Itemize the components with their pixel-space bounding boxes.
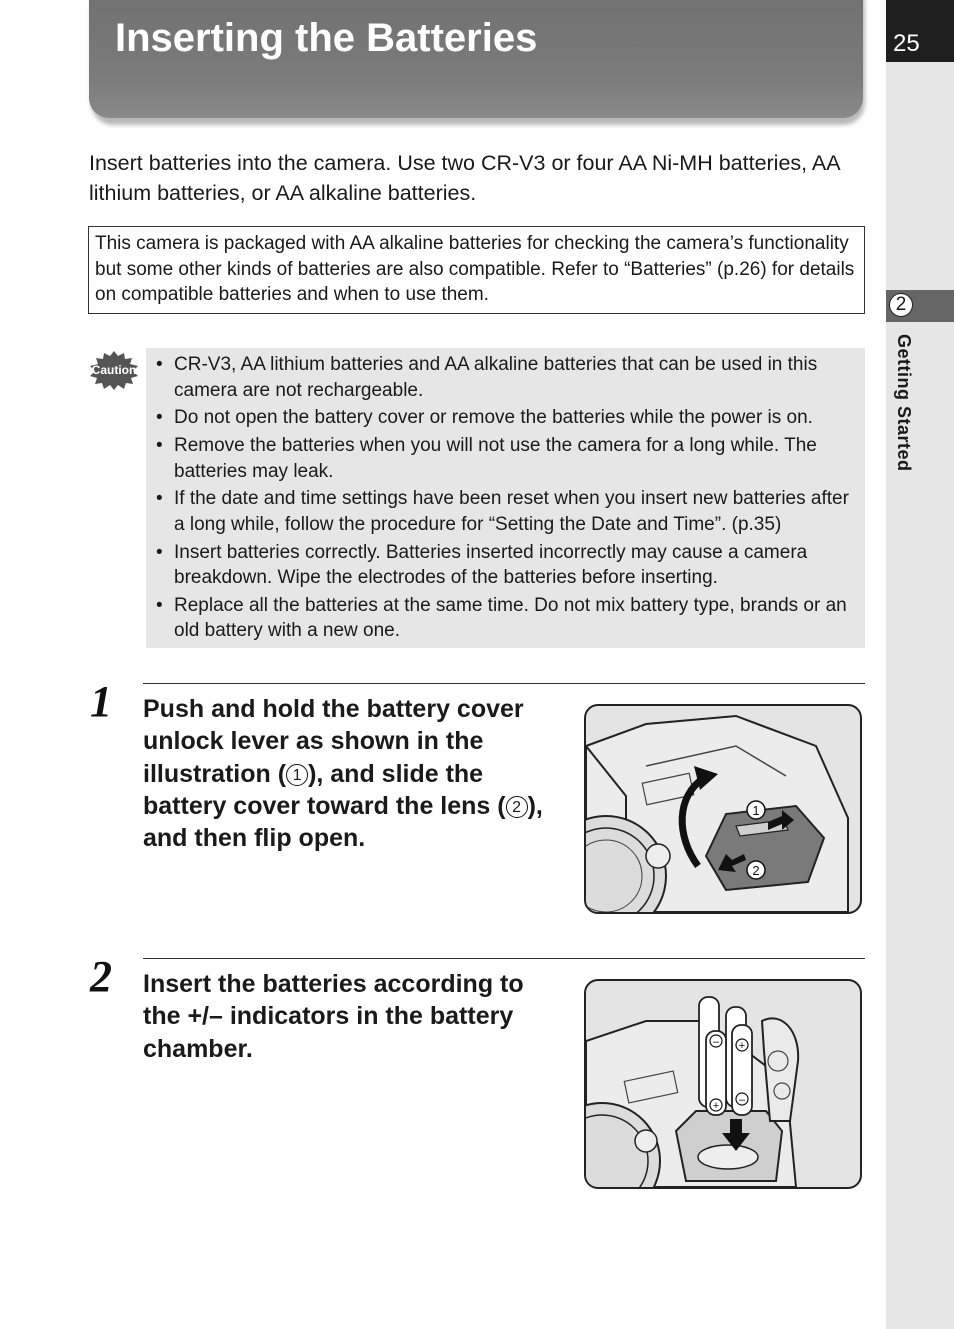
caution-box — [146, 348, 865, 648]
step-2-number: 2 — [90, 952, 112, 1001]
intro-paragraph: Insert batteries into the camera. Use two CR-V3 or four AA Ni-MH batteries, AA lithium batteries, or AA alkaline batteries. — [89, 151, 840, 205]
note-box: This camera is packaged with AA alkaline batteries for checking the camera’s functionality but some other kinds of batteries are also compatible. Refer to “Batteries” (p.26) for details on compatible batteries and when to use them. — [88, 226, 865, 314]
step-1-text-part: Push and hold the battery cover unlock lever as shown in the illustration ( — [143, 695, 524, 788]
step-2-illustration — [584, 979, 862, 1189]
step-2-text: Insert the batteries according to the +/– indicators in the battery chamber. — [143, 970, 524, 1063]
step-2-rule — [143, 958, 865, 959]
page-title: Inserting the Batteries — [115, 16, 538, 60]
caution-icon-label: Caution — [91, 363, 137, 377]
polarity-plus-label: + — [712, 1100, 720, 1112]
polarity-minus-label: – — [712, 1036, 720, 1048]
step-1-text — [143, 693, 563, 854]
step-1-text-part: ), and then flip open. — [143, 791, 543, 853]
circled-number-2: 2 — [506, 796, 528, 818]
caution-item: • Remove the batteries when you will not use the camera for a long while. The batteries may leak. — [146, 433, 865, 484]
caution-item: • Insert batteries correctly. Batteries inserted incorrectly may cause a camera breakdown. Wipe the electrodes of the batteries before inserting. — [146, 540, 865, 591]
chapter-number: 2 — [889, 293, 913, 317]
caution-item: • CR-V3, AA lithium batteries and AA alkaline batteries that can be used in this camera are not rechargeable. — [146, 352, 865, 403]
step-1-illustration — [584, 704, 862, 914]
side-strip — [886, 0, 954, 1329]
polarity-plus-label: + — [738, 1040, 746, 1052]
polarity-minus-label: – — [738, 1094, 746, 1106]
caution-item: • Do not open the battery cover or remove the batteries while the power is on. — [146, 405, 865, 431]
page-number: 25 — [893, 30, 920, 57]
figure-marker-1: 1 — [752, 803, 760, 818]
step-1-text-part: ), and slide the battery cover toward the lens ( — [143, 759, 506, 820]
caution-icon — [88, 350, 140, 395]
step-1-rule — [143, 683, 865, 684]
caution-item: • Replace all the batteries at the same time. Do not mix battery type, brands or an old battery with a new one. — [146, 593, 865, 644]
step-1-number: 1 — [90, 677, 112, 726]
caution-item: • If the date and time settings have been reset when you insert new batteries after a long while, follow the procedure for “Setting the Date and Time”. (p.35) — [146, 486, 865, 537]
caution-list — [146, 352, 865, 644]
circled-number-1: 1 — [286, 764, 308, 786]
figure-marker-2: 2 — [752, 863, 760, 878]
chapter-title: Getting Started — [894, 334, 914, 472]
